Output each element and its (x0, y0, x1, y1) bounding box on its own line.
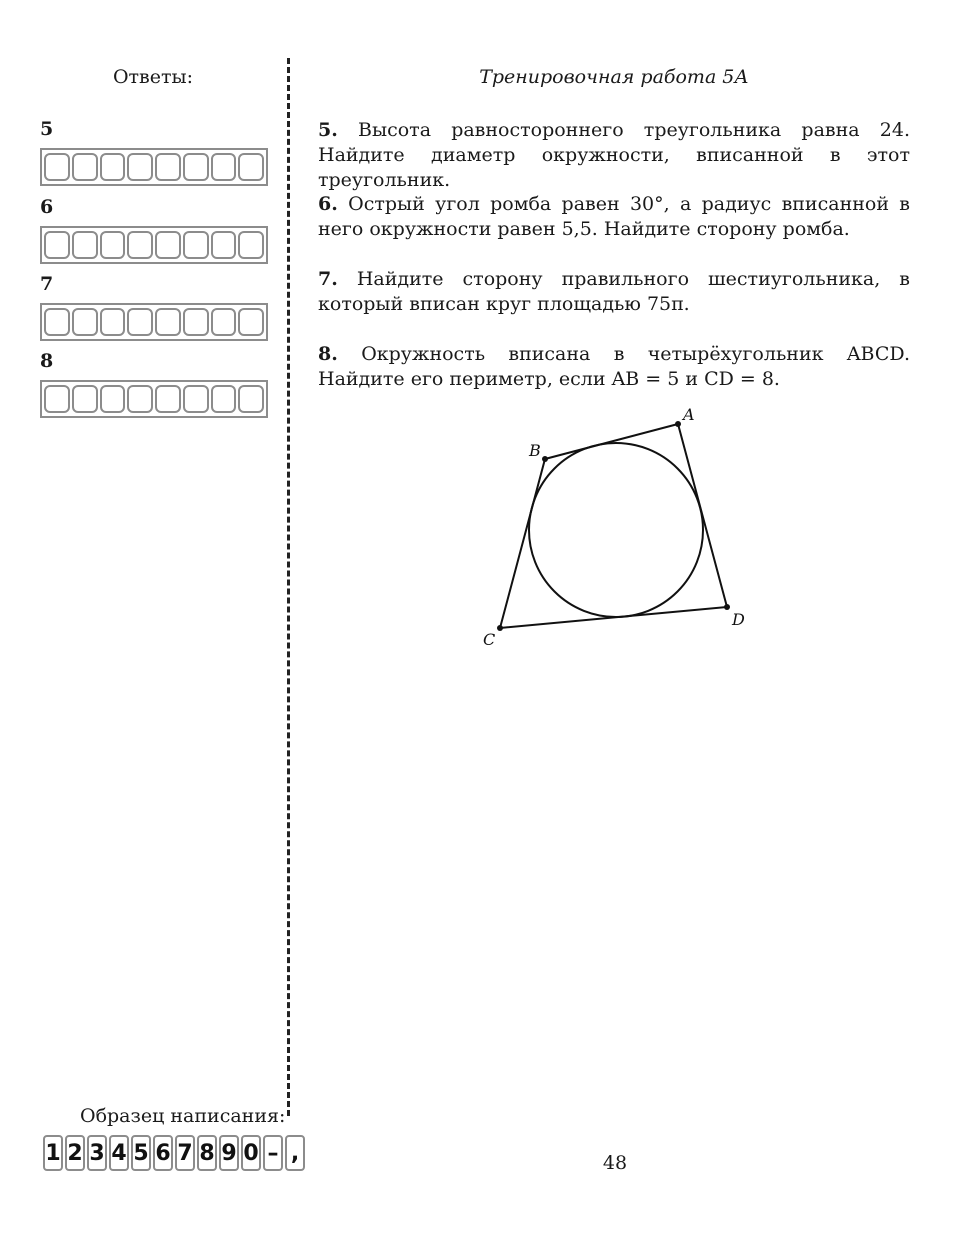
answer-grid-7[interactable] (40, 303, 268, 341)
sample-char: 4 (109, 1135, 129, 1171)
sample-char: , (285, 1135, 305, 1171)
problem-6-number: 6. (318, 193, 338, 215)
sample-char: 1 (43, 1135, 63, 1171)
sample-char: – (263, 1135, 283, 1171)
vertex-a-label: A (683, 405, 695, 424)
problem-7-number: 7. (318, 268, 338, 290)
sample-label: Образец написания: (80, 1105, 286, 1127)
answer-label-7: 7 (40, 273, 54, 295)
answer-label-8: 8 (40, 350, 54, 372)
sample-char: 3 (87, 1135, 107, 1171)
cut-line-divider (287, 58, 290, 1116)
problem-8-number: 8. (318, 343, 338, 365)
answer-grid-6[interactable] (40, 226, 268, 264)
worksheet-title: Тренировочная работа 5А (479, 66, 749, 88)
problem-8-text: Окружность вписана в четырёхугольник ABCD. Найдите его периметр, если AB = 5 и CD = 8. (318, 343, 910, 390)
quadrilateral-figure (470, 400, 770, 660)
vertex-d-dot (724, 604, 730, 610)
sample-char: 9 (219, 1135, 239, 1171)
answer-label-6: 6 (40, 196, 54, 218)
problem-5-number: 5. (318, 119, 338, 141)
sample-char: 2 (65, 1135, 85, 1171)
page-number: 48 (602, 1152, 628, 1174)
problem-8 (318, 342, 910, 392)
inscribed-circle (529, 443, 703, 617)
sample-char: 0 (241, 1135, 261, 1171)
sample-char: 6 (153, 1135, 173, 1171)
sample-char: 8 (197, 1135, 217, 1171)
vertex-c-label: C (483, 630, 496, 649)
sample-char: 7 (175, 1135, 195, 1171)
problem-6 (318, 192, 910, 242)
answers-title: Ответы: (112, 66, 194, 88)
vertex-c-dot (497, 625, 503, 631)
problem-6-text: Острый угол ромба равен 30°, а радиус вписанной в него окружности равен 5,5. Найдите сторону ромба. (318, 193, 910, 240)
vertex-b-label: B (529, 441, 541, 460)
vertex-d-label: D (732, 610, 745, 629)
vertex-a-dot (675, 421, 681, 427)
answer-grid-8[interactable] (40, 380, 268, 418)
problem-5-text: Высота равностороннего треугольника равна 24. Найдите диаметр окружности, вписанной в этот треугольник. (318, 119, 910, 191)
sample-char: 5 (131, 1135, 151, 1171)
answer-label-5: 5 (40, 118, 54, 140)
answer-grid-5[interactable] (40, 148, 268, 186)
writing-sample (43, 1135, 305, 1171)
vertex-b-dot (542, 456, 548, 462)
problem-7 (318, 267, 910, 317)
problem-7-text: Найдите сторону правильного шестиугольника, в который вписан круг площадью 75π. (318, 268, 910, 315)
problem-5 (318, 118, 910, 193)
